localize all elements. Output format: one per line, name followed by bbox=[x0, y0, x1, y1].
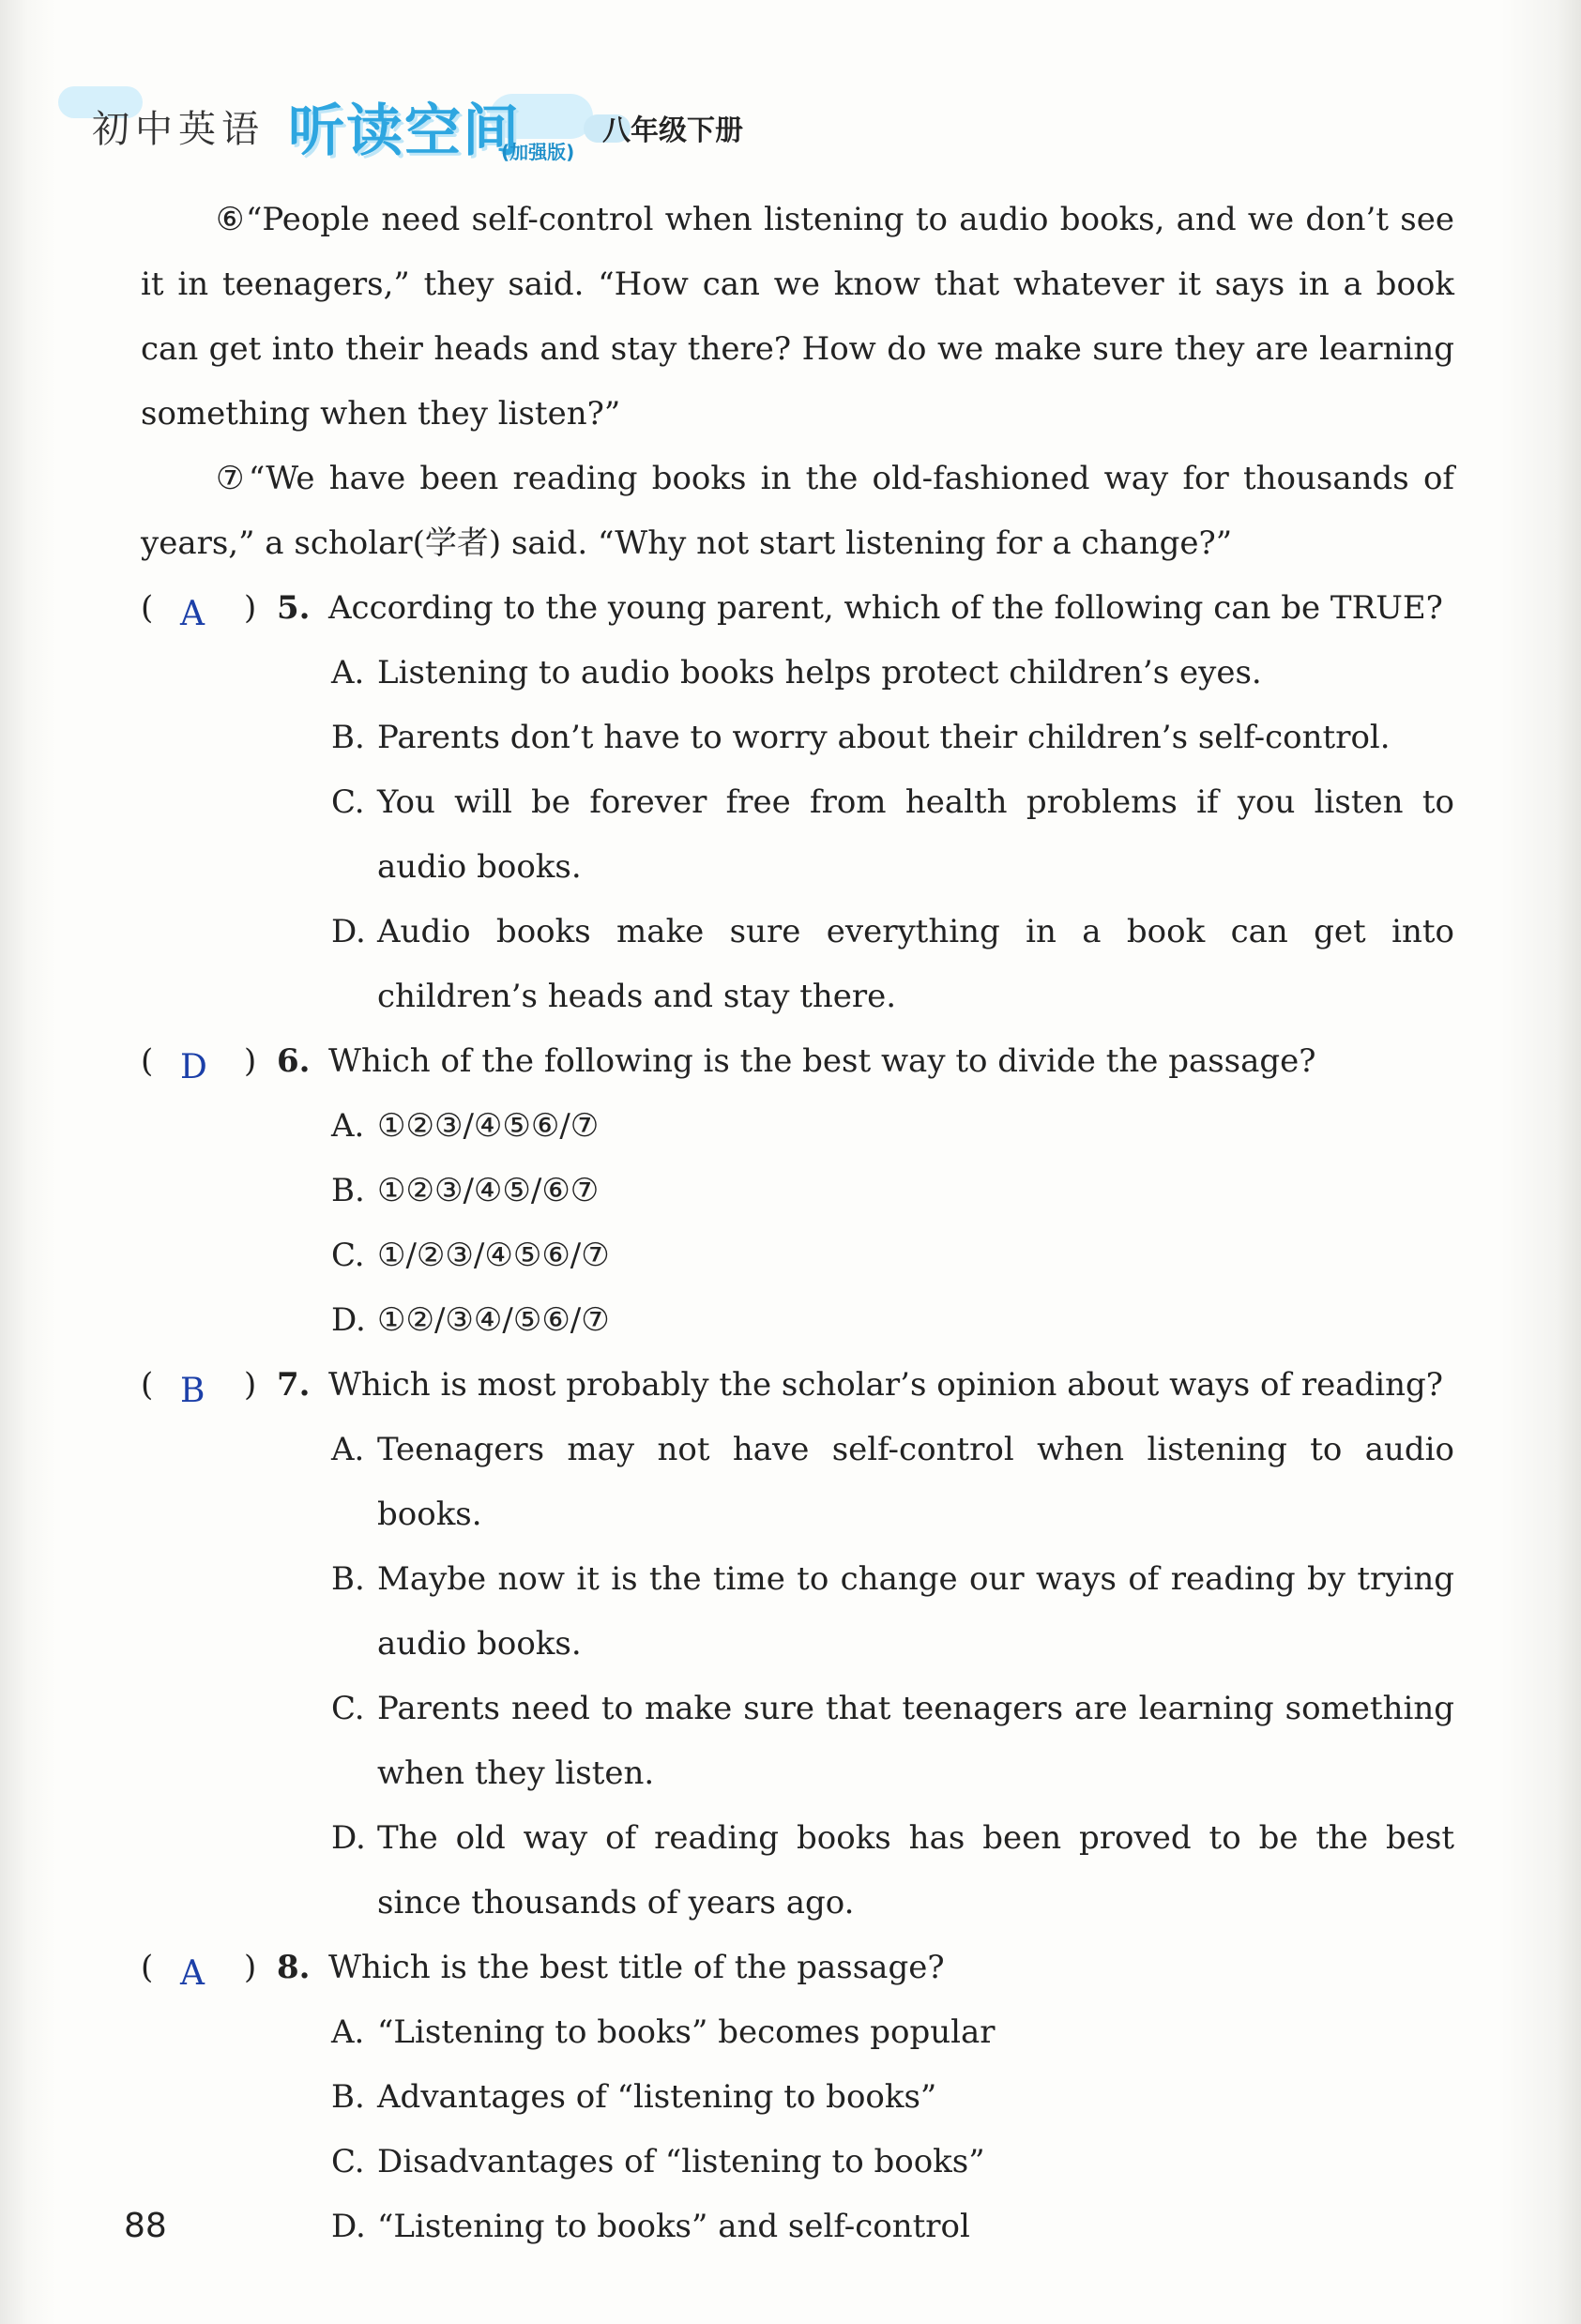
option-c: C. You will be forever free from health problems if you listen to audio books. bbox=[331, 783, 1454, 886]
option-a: A. “Listening to books” becomes popular bbox=[331, 2013, 996, 2051]
option-a: A. Listening to audio books helps protect children’s eyes. bbox=[331, 654, 1262, 691]
answer-mark: B bbox=[180, 1372, 205, 1410]
option-d: D. The old way of reading books has been proved to be the best since thousands of years ago. bbox=[331, 1819, 1454, 1921]
answer-mark: A bbox=[180, 595, 205, 633]
option-c: C. Parents need to make sure that teenagers are learning something when they listen. bbox=[331, 1690, 1454, 1792]
option-b: B. Advantages of “listening to books” bbox=[331, 2078, 937, 2116]
option-b: B. ①②③/④⑤/⑥⑦ bbox=[331, 1172, 600, 1209]
series-title: 初中英语 bbox=[92, 108, 265, 151]
question-stem: ( B ) 7. Which is most probably the scholar’s opinion about ways of reading? bbox=[141, 1353, 1454, 1418]
question-number: 6. bbox=[277, 1042, 311, 1080]
edition-label: (加强版) bbox=[501, 141, 575, 163]
grade-label: 八年级下册 bbox=[602, 114, 743, 147]
question-text: Which of the following is the best way to divide the passage? bbox=[328, 1042, 1316, 1080]
question-number: 5. bbox=[277, 589, 311, 627]
question-number: 8. bbox=[277, 1949, 311, 1986]
question-stem: ( A ) 8. Which is the best title of the passage? bbox=[141, 1936, 1454, 2000]
option-b: B. Parents don’t have to worry about their children’s self-control. bbox=[331, 719, 1391, 756]
option-a: A. Teenagers may not have self-control when listening to audio books. bbox=[331, 1431, 1454, 1533]
question-5 bbox=[141, 576, 1454, 1029]
question-stem: ( A ) 5. According to the young parent, which of the following can be TRUE? bbox=[141, 576, 1454, 641]
option-a: A. ①②③/④⑤⑥/⑦ bbox=[331, 1107, 600, 1145]
option-b: B. Maybe now it is the time to change our ways of reading by trying audio books. bbox=[331, 1560, 1454, 1663]
passage-paragraph-6: ⑥“People need self-control when listening to audio books, and we don’t see it in teenagers,” they said. “How can we know that whatever it says in a book can get into their heads and stay there? How do we make sure they are learning something when they listen?” bbox=[141, 201, 1454, 433]
answer-mark: A bbox=[180, 1954, 205, 1993]
brand-logo-text: 听读空间 bbox=[288, 99, 521, 164]
option-d: D. Audio books make sure everything in a book can get into children’s heads and stay there. bbox=[331, 913, 1454, 1015]
option-d: D. ①②/③④/⑤⑥/⑦ bbox=[331, 1301, 610, 1339]
question-7 bbox=[141, 1353, 1454, 1936]
passage-paragraph-7: ⑦“We have been reading books in the old-fashioned way for thousands of years,” a scholar(学者) said. “Why not start listening for a change?” bbox=[141, 460, 1454, 562]
option-d: D. “Listening to books” and self-control bbox=[331, 2208, 970, 2245]
question-text: According to the young parent, which of the following can be TRUE? bbox=[328, 589, 1443, 627]
question-8 bbox=[141, 1936, 1454, 2259]
page-header bbox=[58, 66, 809, 178]
option-c: C. ①/②③/④⑤⑥/⑦ bbox=[331, 1237, 610, 1274]
page-number: 88 bbox=[124, 2207, 167, 2245]
page-content bbox=[141, 188, 1454, 2259]
question-number: 7. bbox=[277, 1366, 311, 1404]
option-c: C. Disadvantages of “listening to books” bbox=[331, 2143, 985, 2180]
question-text: Which is most probably the scholar’s opinion about ways of reading? bbox=[328, 1366, 1444, 1404]
question-6 bbox=[141, 1029, 1454, 1353]
question-stem: ( D ) 6. Which of the following is the best way to divide the passage? bbox=[141, 1029, 1454, 1094]
answer-mark: D bbox=[180, 1048, 207, 1086]
question-text: Which is the best title of the passage? bbox=[328, 1949, 945, 1986]
